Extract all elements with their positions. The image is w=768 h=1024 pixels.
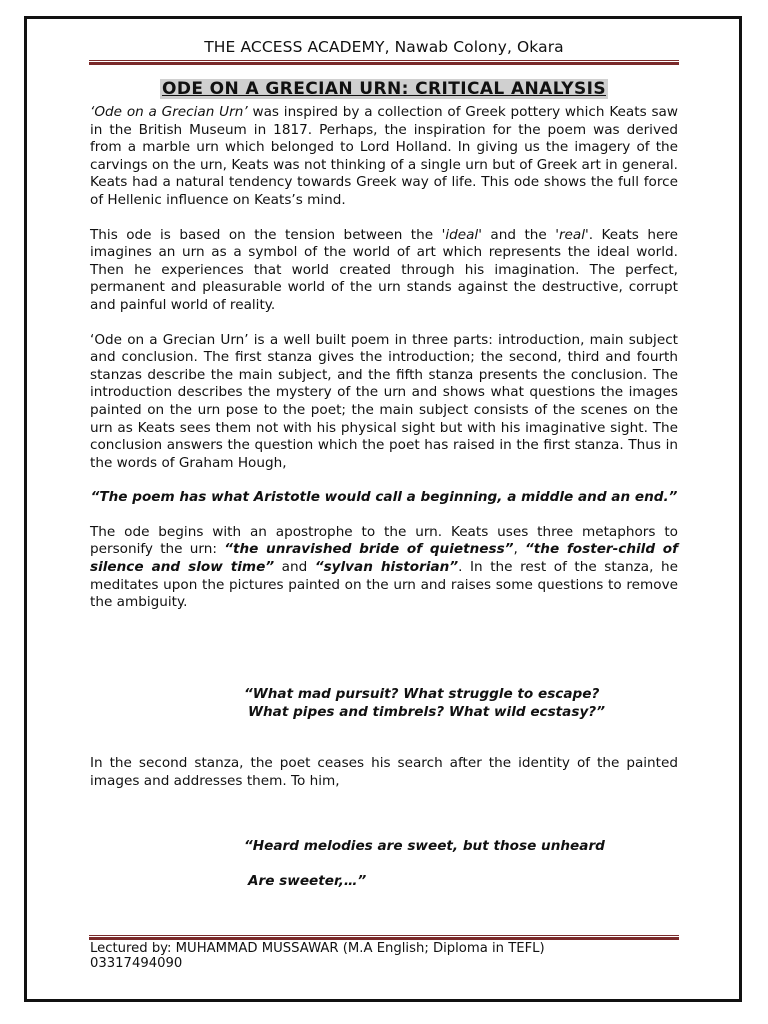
quote-stanza-one-line-2: What pipes and timbrels? What wild ecstasy?” (248, 704, 605, 720)
page-footer (90, 941, 678, 971)
real-term: real (558, 226, 586, 243)
ideal-term: ideal (445, 226, 479, 243)
paragraph-apostrophe: The ode begins with an apostrophe to the urn. Keats uses three metaphors to personify the urn: “the unravished bride of quietness”, “the foster-child of silence and slow time” and “sylvan historian”. In the rest of the stanza, he meditates upon the pictures painted on the urn and raises some questions to remove the ambiguity. (90, 523, 679, 611)
paragraph-tension: This ode is based on the tension between the 'ideal' and the 'real'. Keats here imagines an urn as a symbol of the world of art which represents the ideal world. Then he experiences that world created through his imagination. The perfect, permanent and pleasurable world of the urn stands against the destructive, corrupt and painful world of reality. (90, 226, 678, 313)
lecturer-credit: Lectured by: MUHAMMAD MUSSAWAR (M.A English; Diploma in TEFL) (90, 941, 545, 956)
poem-title: ‘Ode on a Grecian Urn’ (90, 104, 248, 120)
document-title: ODE ON A GRECIAN URN: CRITICAL ANALYSIS (161, 79, 606, 99)
page-header: THE ACCESS ACADEMY, Nawab Colony, Okara (204, 38, 564, 56)
paragraph-second-stanza: In the second stanza, the poet ceases his search after the identity of the painted images and addresses them. To him, (90, 755, 678, 789)
quote-stanza-one-line-1: “What mad pursuit? What struggle to escape? (244, 686, 600, 702)
title-container (0, 79, 768, 99)
metaphor-2: “the foster-child of silence and slow time” (90, 541, 678, 576)
contact-phone: 03317494090 (90, 956, 183, 971)
paragraph-intro: ‘Ode on a Grecian Urn’ was inspired by a collection of Greek pottery which Keats saw in the British Museum in 1817. Perhaps, the inspiration for the poem was derived from a marble urn which belonged to Lord Holland. In giving us the imagery of the carvings on the urn, Keats was not thinking of a single urn but of Greek art in general. Keats had a natural tendency towards Greek way of life. This ode shows the full force of Hellenic influence on Keats’s mind. (90, 104, 678, 208)
footer-divider (89, 935, 679, 940)
metaphor-3: “sylvan historian” (314, 559, 459, 576)
document-body (90, 104, 678, 629)
quote-melodies-line-1: “Heard melodies are sweet, but those unheard (244, 838, 605, 854)
header-divider (89, 60, 679, 65)
paragraph-structure: ‘Ode on a Grecian Urn’ is a well built poem in three parts: introduction, main subject and conclusion. The first stanza gives the introduction; the second, third and fourth stanzas describe the main subject, and the fifth stanza presents the conclusion. The introduction describes the mystery of the urn and shows what questions the images painted on the urn pose to the poet; the main subject consists of the scenes on the urn as Keats sees them not with his physical sight but with his imaginative sight. The conclusion answers the question which the poet has raised in the first stanza. Thus in the words of Graham Hough, (90, 331, 678, 471)
metaphor-1: “the unravished bride of quietness” (224, 541, 514, 558)
paragraph-second-stanza-container (90, 755, 678, 807)
quote-melodies-line-2: Are sweeter,…” (248, 873, 367, 889)
quote-graham-hough: “The poem has what Aristotle would call a beginning, a middle and an end.” (90, 489, 678, 506)
